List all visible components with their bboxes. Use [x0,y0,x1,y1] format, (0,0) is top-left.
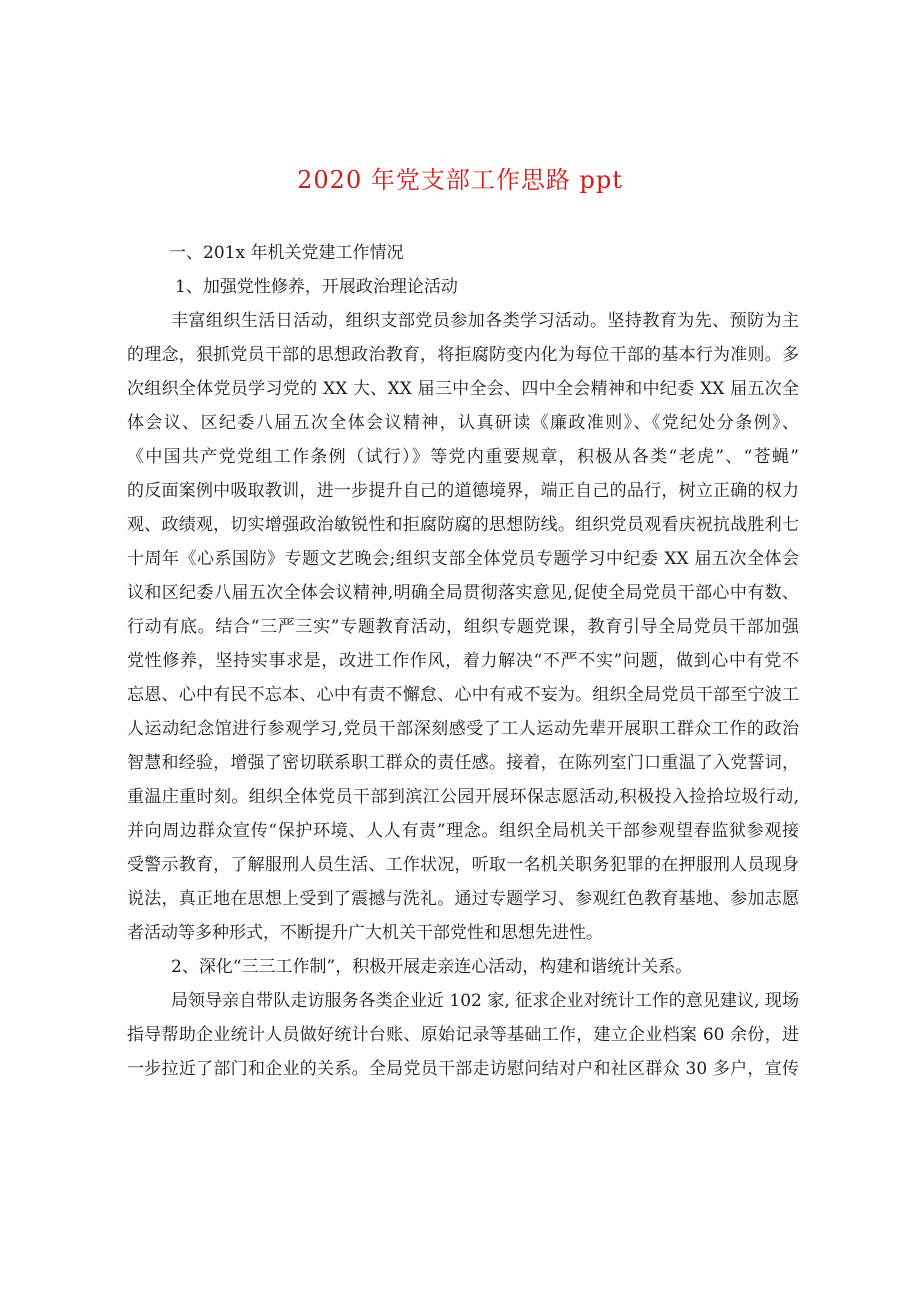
paragraph-line: 丰富组织生活日活动，组织支部党员参加各类学习活动。坚持教育为先、预防为主 [171,311,799,331]
document-body [127,236,799,1086]
paragraph-line: 人运动纪念馆进行参观学习,党员干部深刻感受了工人运动先辈开展职工群众工作的政治 [127,719,799,739]
paragraph-line: 次组织全体党员学习党的 XX 大、XX 届三中全会、四中全会精神和中纪委 XX 届五次全 [127,379,799,399]
paragraph-line: 重温庄重时刻。组织全体党员干部到滨江公园开展环保志愿活动,积极投入捡拾垃圾行动, [127,787,799,807]
paragraph-line: 观、政绩观，切实增强政治敏锐性和拒腐防腐的思想防线。组织党员观看庆祝抗战胜利七 [127,515,799,535]
paragraph-line: 指导帮助企业统计人员做好统计台账、原始记录等基础工作，建立企业档案 60 余份，进 [127,1025,799,1045]
section-heading: 一、201x 年机关党建工作情况 [169,243,404,263]
paragraph-line: 局领导亲自带队走访服务各类企业近 102 家, 征求企业对统计工作的意见建议, 现场 [171,991,799,1011]
paragraph-line: 的理念，狠抓党员干部的思想政治教育，将拒腐防变内化为每位干部的基本行为准则。多 [127,345,799,365]
paragraph-line: 忘恩、心中有民不忘本、心中有责不懈怠、心中有戒不妄为。组织全局党员干部至宁波工 [127,685,799,705]
paragraph-line: 一步拉近了部门和企业的关系。全局党员干部走访慰问结对户和社区群众 30 多户，宣传 [127,1059,799,1079]
paragraph-1 [127,304,799,950]
paragraph-line: 说法，真正地在思想上受到了震撼与洗礼。通过专题学习、参观红色教育基地、参加志愿 [127,889,799,909]
paragraph-line: 者活动等多种形式，不断提升广大机关干部党性和思想先进性。 [127,923,603,943]
paragraph-line: 智慧和经验，增强了密切联系职工群众的责任感。接着，在陈列室门口重温了入党誓词， [127,753,799,773]
paragraph-line: 行动有底。结合“三严三实”专题教育活动，组织专题党课，教育引导全局党员干部加强 [127,617,799,637]
paragraph-line: 十周年《心系国防》专题文艺晚会;组织支部全体党员专题学习中纪委 XX 届五次全体会 [127,549,799,569]
subsection-heading: 1、加强党性修养，开展政治理论活动 [175,277,458,297]
paragraph-line: 并向周边群众宣传“保护环境、人人有责”理念。组织全局机关干部参观望春监狱参观接 [127,821,799,841]
paragraph-2 [127,984,799,1086]
paragraph-line: 体会议、区纪委八届五次全体会议精神，认真研读《廉政准则》、《党纪处分条例》、 [127,413,799,433]
paragraph-line: 的反面案例中吸取教训，进一步提升自己的道德境界，端正自己的品行，树立正确的权力 [127,481,799,501]
paragraph-line: 受警示教育，了解服刑人员生活、工作状况，听取一名机关职务犯罪的在押服刑人员现身 [127,855,799,875]
paragraph-line: 议和区纪委八届五次全体会议精神,明确全局贯彻落实意见,促使全局党员干部心中有数、 [127,583,799,603]
paragraph-line: 《中国共产党党组工作条例（试行）》等党内重要规章，积极从各类“老虎”、“苍蝇” [127,447,799,467]
subsection-heading: 2、深化“三三工作制”，积极开展走亲连心活动，构建和谐统计关系。 [171,957,693,977]
paragraph-line: 党性修养，坚持实事求是，改进工作作风，着力解决“不严不实”问题，做到心中有党不 [127,651,799,671]
document-title: 2020 年党支部工作思路 ppt [297,166,623,194]
